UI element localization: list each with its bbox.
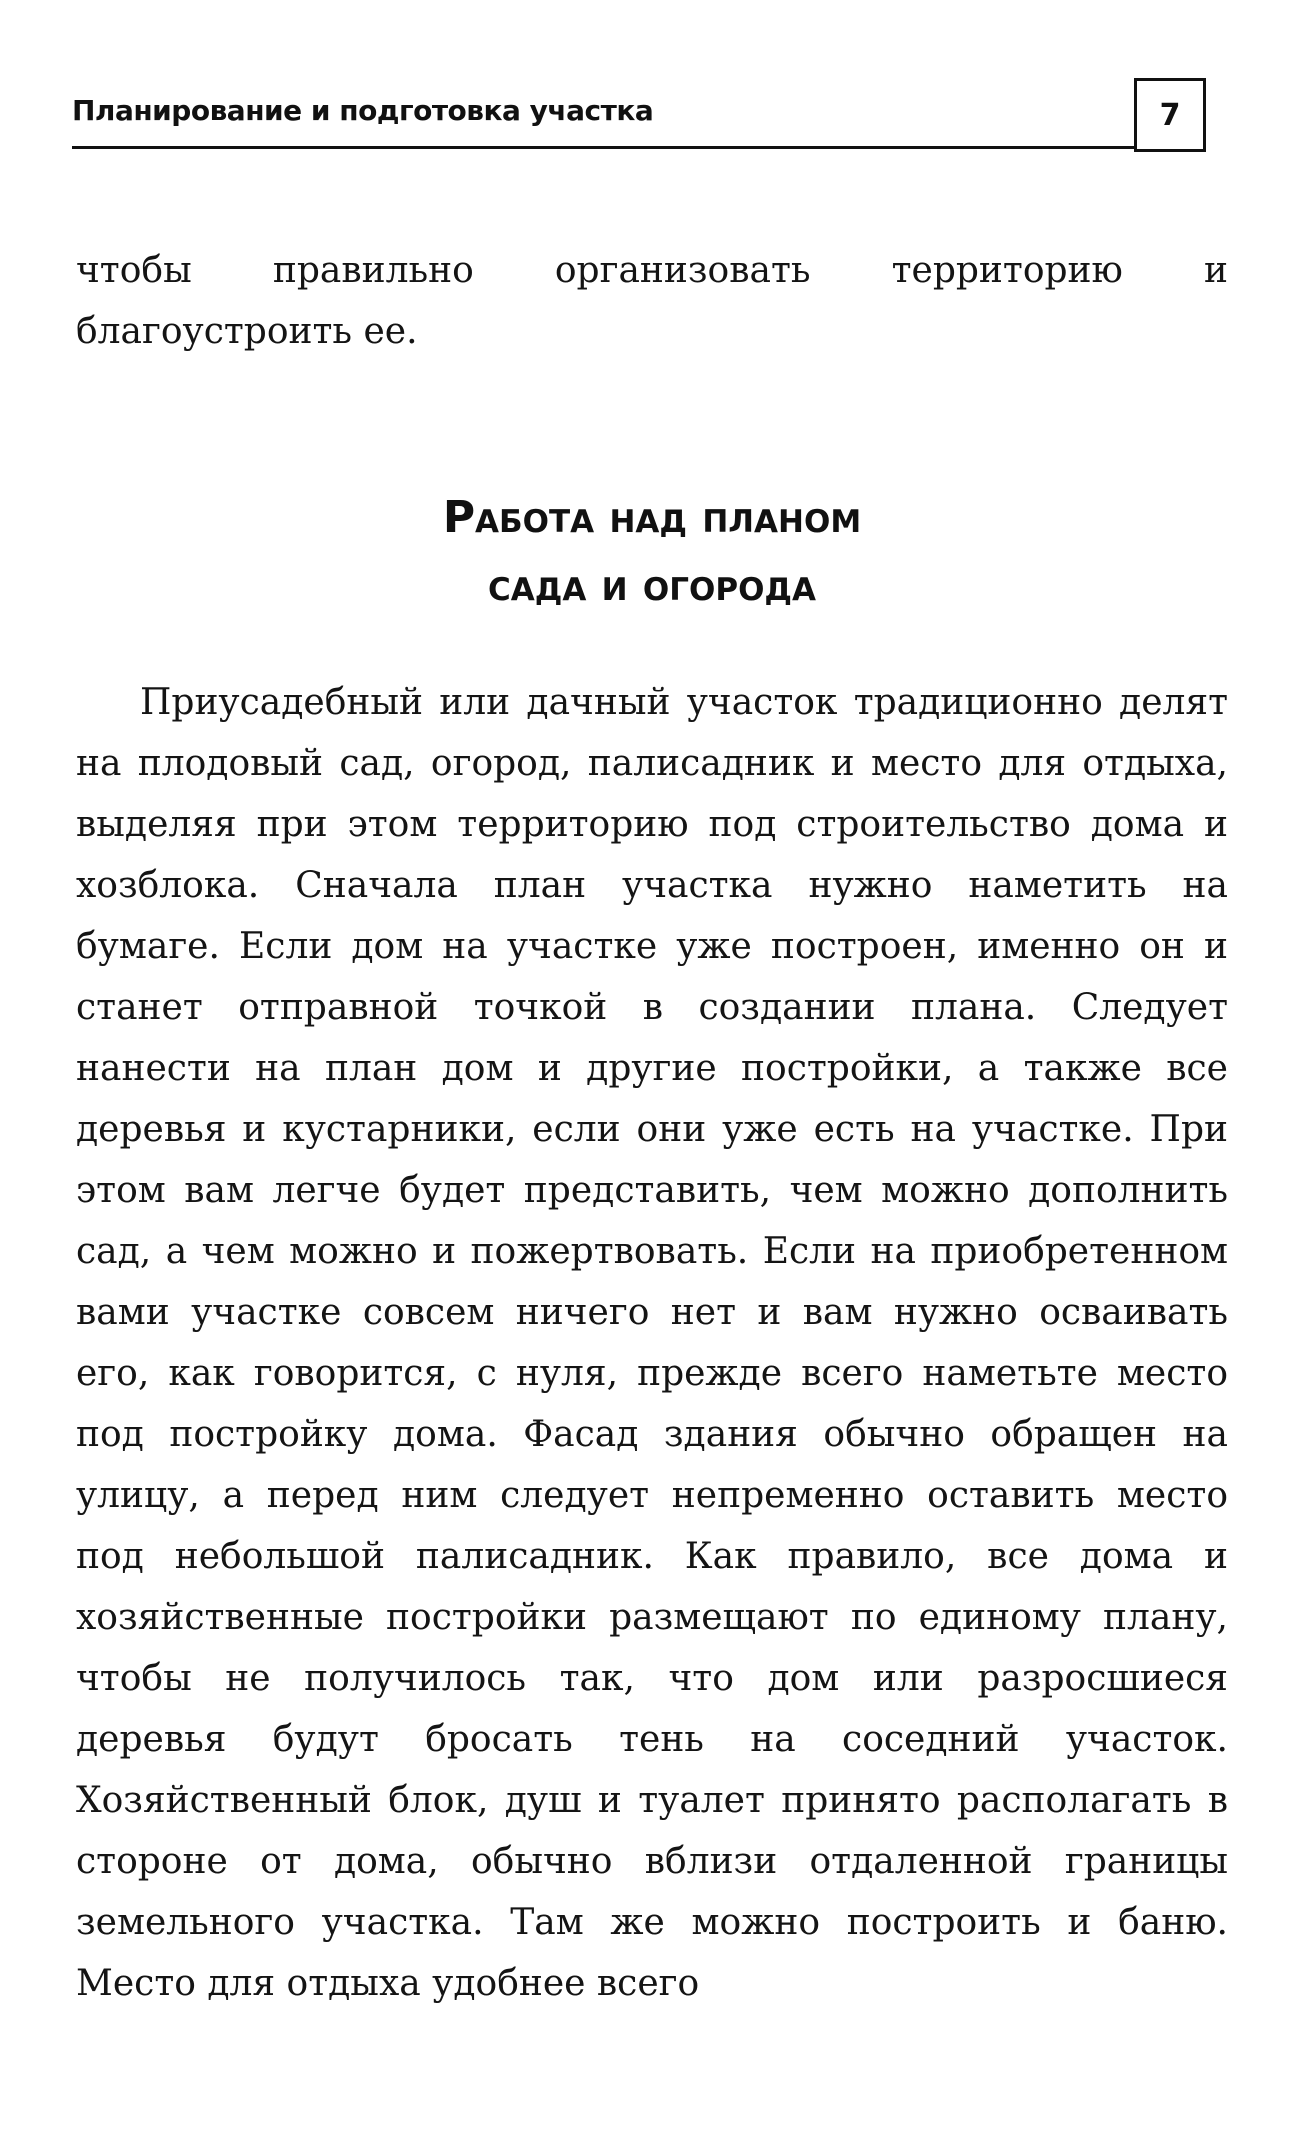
page-number: 7 — [1134, 78, 1206, 152]
body-paragraph: Приусадебный или дачный участок традиционно делят на плодовый сад, огород, палисадник и место для отдыха, выделяя при этом территорию под строительство дома и хозблока. Сначала план участка нужно наметить на бумаге. Если дом на участке уже построен, именно он и станет отправной точкой в создании плана. Следует нанести на план дом и другие постройки, а также все деревья и кустарники, если они уже есть на участке. При этом вам легче будет представить, чем можно дополнить сад, а чем можно и пожертвовать. Если на приобретенном вами участке совсем ничего нет и вам нужно осваивать его, как говорится, с нуля, прежде всего наметьте место под постройку дома. Фасад здания обычно обращен на улицу, а перед ним следует непременно оставить место под небольшой палисадник. Как правило, все дома и хозяйственные постройки размещают по единому плану, чтобы не получилось так, что дом или разросшиеся деревья будут бросать тень на соседний участок. Хозяйственный блок, душ и туалет принято располагать в стороне от дома, обычно вблизи отдаленной границы земельного участка. Там же можно построить и баню. Место для отдыха удобнее всего — [76, 682, 1228, 2004]
continued-paragraph: чтобы правильно организовать территорию и благоустроить ее. — [76, 250, 1228, 352]
running-header — [72, 88, 1181, 148]
running-title: Планирование и подготовка участка — [72, 94, 654, 127]
header-rule — [72, 146, 1140, 149]
section-heading-line-1: Работа над планом — [442, 492, 862, 543]
section-heading — [76, 484, 1228, 620]
section-heading-line-2: сада и огорода — [487, 560, 817, 611]
